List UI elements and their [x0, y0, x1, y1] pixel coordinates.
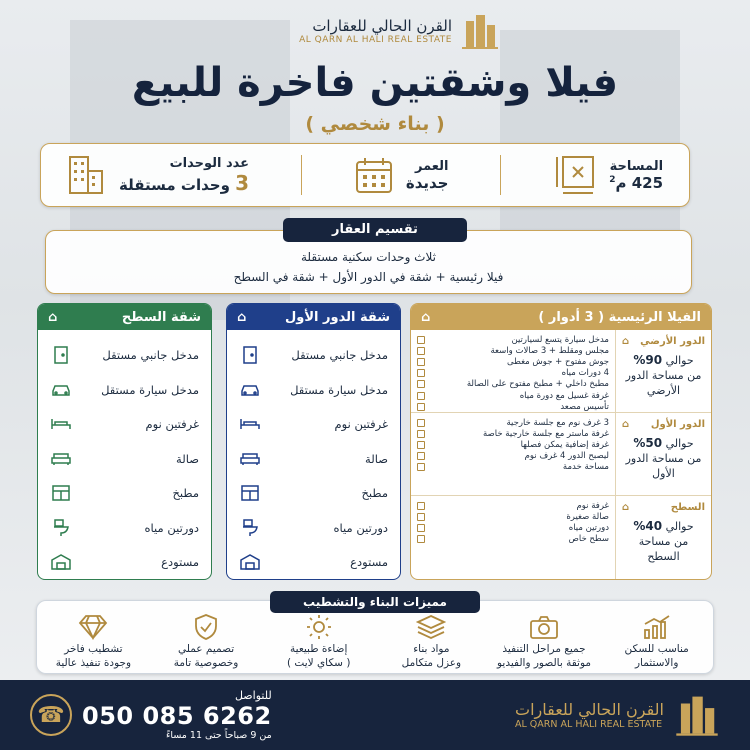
list-item: 3 غرف نوم مع جلسة خارجية: [417, 417, 609, 428]
feature-icon: [417, 380, 425, 388]
list-item: دورتين مياه: [417, 522, 609, 533]
door-icon: [50, 344, 72, 366]
feature-icon: [417, 392, 425, 400]
list-item: مجلس ومقلط + 3 صالات واسعة: [417, 345, 609, 356]
division-line-1: ثلاث وحدات سكنية مستقلة: [301, 250, 436, 264]
feature-icon: [417, 502, 425, 510]
sofa-icon: [239, 448, 261, 470]
brand-name-en: AL QARN AL HALI REAL ESTATE: [299, 35, 452, 45]
page-subtitle: ( بناء شخصي ): [305, 113, 445, 135]
growth-chart-icon: [642, 614, 672, 640]
spec-area-label: المساحة: [609, 158, 664, 174]
warehouse-icon: [50, 551, 72, 573]
roof-pct-prefix: حوالي: [665, 520, 694, 533]
bed-icon: [50, 413, 72, 435]
spec-units-text: وحدات مستقلة: [118, 175, 230, 194]
house-icon: ⌂: [237, 309, 247, 325]
footer-brand-en: AL QARN AL HALI REAL ESTATE: [515, 719, 663, 730]
first-floor-apartment-card: [226, 303, 401, 580]
villa-roof: [411, 496, 711, 579]
house-icon: ⌂: [622, 336, 630, 347]
house-icon: ⌂: [622, 419, 630, 430]
list-item: مستودع: [50, 545, 199, 580]
spec-age: [354, 155, 449, 195]
feature-item: جميع مراحل التنفيذ موثقة بالصور والفيديو: [494, 614, 594, 670]
toilet-icon: [50, 517, 72, 539]
brand-logo-top: [250, 6, 500, 56]
list-item: صالة صغيرة: [417, 511, 609, 522]
footer: [0, 680, 750, 750]
feature-icon: [417, 524, 425, 532]
villa-card: [410, 303, 712, 580]
feature-icon: [417, 347, 425, 355]
kitchen-icon: [239, 482, 261, 504]
feature-icon: [417, 403, 425, 411]
toilet-icon: [239, 517, 261, 539]
contact-label: للتواصل: [234, 689, 272, 702]
spec-units: [67, 153, 249, 197]
spec-area-sup: 2: [609, 174, 616, 185]
roof-pct: 40%: [633, 519, 663, 533]
feature-item: تشطيب فاخر وجودة تنفيذ عالية: [43, 614, 143, 670]
buildings-icon: [67, 153, 107, 197]
feature-item: مناسب للسكن والاستثمار: [607, 614, 707, 670]
bed-icon: [239, 413, 261, 435]
feature-item: مواد بناء وعزل متكامل: [381, 614, 481, 670]
contact-block: [30, 689, 272, 741]
area-icon: [553, 153, 597, 197]
spec-units-label: عدد الوحدات: [169, 155, 250, 171]
contact-hours: من 9 صباحاً حتى 11 مساءً: [165, 730, 272, 741]
roof-icon: ⌂: [622, 502, 630, 513]
brand-logo-footer: [515, 692, 720, 738]
division-line-2: فيلا رئيسية + شقة في الدور الأول + شقة في السطح: [233, 270, 504, 284]
list-item: صالة: [239, 442, 388, 477]
feature-icon: [417, 419, 425, 427]
list-item: تأسيس مصعد: [417, 401, 609, 412]
villa-title: الفيلا الرئيسية ( 3 أدوار ): [538, 309, 701, 325]
list-item: غرفة ماستر مع جلسة خارجية خاصة: [417, 428, 609, 439]
sofa-icon: [50, 448, 72, 470]
ground-pct: 90%: [633, 353, 663, 367]
list-item: غرفتين نوم: [239, 407, 388, 442]
list-item: غرفتين نوم: [50, 407, 199, 442]
sun-icon: [304, 614, 334, 640]
car-icon: [239, 379, 261, 401]
warehouse-icon: [239, 551, 261, 573]
spec-area-value: 425 م: [615, 173, 664, 192]
first-floor-label: الدور الأول: [650, 419, 705, 430]
list-item: دورتين مياه: [239, 511, 388, 546]
feature-icon: [417, 441, 425, 449]
list-item: مدخل جانبي مستقل: [239, 338, 388, 373]
list-item: مدخل سيارة مستقل: [50, 373, 199, 408]
feature-icon: [417, 358, 425, 366]
roof-apartment-card: [37, 303, 212, 580]
list-item: سطح خاص: [417, 534, 609, 545]
diamond-icon: [78, 614, 108, 640]
first-apartment-title: شقة الدور الأول: [285, 309, 390, 325]
building-logo-icon: [674, 692, 720, 738]
calendar-icon: [354, 155, 394, 195]
spec-units-count: 3: [235, 170, 250, 195]
specs-card: [40, 143, 690, 207]
list-item: مطبخ: [239, 476, 388, 511]
list-item: صالة: [50, 442, 199, 477]
roof-pct-suffix: من مساحة السطح: [638, 535, 689, 563]
door-icon: [239, 344, 261, 366]
brand-name-ar: القرن الحالي للعقارات: [312, 17, 452, 35]
first-pct-suffix: من مساحة الدور الأول: [625, 452, 702, 480]
list-item: جوش مفتوح + جوش مغطى: [417, 356, 609, 367]
shield-check-icon: [191, 614, 221, 640]
list-item: مدخل سيارة يتسع لسيارتين: [417, 334, 609, 345]
features-title: مميزات البناء والتشطيب: [270, 591, 480, 613]
villa-first-floor: [411, 413, 711, 496]
list-item: غرفة إضافية يمكن فصلها: [417, 439, 609, 450]
list-item: مطبخ داخلي + مطبخ مفتوح على الصالة: [417, 379, 609, 390]
list-item: مستودع: [239, 545, 388, 580]
spec-age-label: العمر: [415, 158, 449, 174]
list-item: مدخل جانبي مستقل: [50, 338, 199, 373]
feature-icon: [417, 336, 425, 344]
car-icon: [50, 379, 72, 401]
list-item: 4 دورات مياه: [417, 368, 609, 379]
feature-icon: [417, 452, 425, 460]
list-item: غرفة نوم: [417, 500, 609, 511]
first-pct-prefix: حوالي: [665, 437, 694, 450]
ground-pct-suffix: من مساحة الدور الأرضي: [625, 369, 702, 397]
list-item: مطبخ: [50, 476, 199, 511]
feature-icon: [417, 513, 425, 521]
kitchen-icon: [50, 482, 72, 504]
building-logo-icon: [460, 11, 500, 51]
feature-item: إضاءة طبيعية ( سكاي لايت ): [269, 614, 369, 670]
list-item: غرفة غسيل مع دورة مياه: [417, 390, 609, 401]
phone-number[interactable]: 050 085 6262: [82, 702, 272, 730]
feature-icon: [417, 430, 425, 438]
feature-icon: [417, 369, 425, 377]
villa-ground-floor: [411, 330, 711, 413]
house-icon: ⌂: [421, 309, 431, 325]
division-title: تقسيم العقار: [283, 218, 467, 242]
list-item: مساحة خدمة: [417, 462, 609, 473]
feature-item: تصميم عملي وخصوصية تامة: [156, 614, 256, 670]
page-title: فيلا وشقتين فاخرة للبيع: [131, 60, 619, 106]
list-item: ليصبح الدور 4 غرف نوم: [417, 451, 609, 462]
first-pct: 50%: [633, 436, 663, 450]
ground-floor-label: الدور الأرضي: [640, 336, 705, 347]
house-icon: ⌂: [48, 309, 58, 325]
phone-icon[interactable]: ☎: [30, 694, 72, 736]
roof-label: السطح: [670, 502, 705, 513]
spec-area: [553, 153, 663, 197]
feature-icon: [417, 535, 425, 543]
footer-brand-ar: القرن الحالي للعقارات: [515, 700, 664, 719]
list-item: دورتين مياه: [50, 511, 199, 546]
list-item: مدخل سيارة مستقل: [239, 373, 388, 408]
ground-pct-prefix: حوالي: [665, 354, 694, 367]
camera-icon: [529, 614, 559, 640]
feature-icon: [417, 463, 425, 471]
layers-icon: [416, 614, 446, 640]
spec-age-value: جديدة: [405, 173, 449, 192]
roof-apartment-title: شقة السطح: [121, 309, 201, 325]
